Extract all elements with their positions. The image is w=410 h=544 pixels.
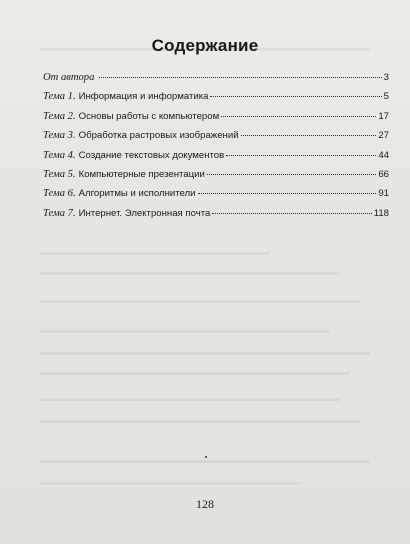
toc-item-label: Тема 6. (43, 188, 76, 200)
page-number: 128 (196, 497, 214, 511)
toc-item-topic-1[interactable] (43, 91, 389, 110)
toc-item-title: Основы работы с компьютером (78, 110, 220, 122)
toc-item-title: Интернет. Электронная почта (78, 207, 211, 219)
toc-item-topic-7[interactable] (43, 208, 389, 227)
toc-item-label: От автора (43, 72, 95, 83)
toc-item-label: Тема 1. (43, 91, 76, 103)
dot-leader (226, 155, 376, 156)
toc-item-page: 91 (378, 188, 389, 200)
toc-item-title: Компьютерные презентации (78, 168, 205, 180)
dot-leader (99, 77, 381, 78)
dot-leader (210, 96, 381, 97)
toc-item-page: 44 (378, 149, 389, 161)
table-of-contents (43, 72, 389, 227)
toc-item-author[interactable] (43, 72, 389, 91)
toc-item-page: 3 (383, 72, 389, 83)
dot-leader (221, 116, 376, 117)
toc-item-label: Тема 3. (43, 130, 76, 142)
toc-item-topic-5[interactable] (43, 169, 389, 188)
toc-item-label: Тема 4. (43, 149, 76, 161)
toc-item-page: 17 (378, 110, 389, 122)
dot-leader (241, 135, 377, 136)
toc-item-label: Тема 2. (43, 110, 76, 122)
toc-item-page: 5 (383, 91, 389, 103)
toc-item-topic-2[interactable] (43, 111, 389, 130)
toc-item-topic-3[interactable] (43, 130, 389, 149)
toc-item-title: Обработка растровых изображений (78, 130, 239, 142)
toc-item-label: Тема 5. (43, 168, 76, 180)
print-speck (205, 456, 207, 458)
toc-item-page: 66 (378, 168, 389, 180)
toc-item-topic-6[interactable] (43, 188, 389, 207)
contents-heading: Содержание (151, 36, 259, 55)
toc-item-topic-4[interactable] (43, 150, 389, 169)
toc-item-title: Информация и информатика (78, 91, 209, 103)
dot-leader (207, 174, 376, 175)
dot-leader (198, 193, 377, 194)
toc-item-page: 118 (373, 207, 389, 219)
dot-leader (212, 213, 371, 214)
toc-item-page: 27 (378, 130, 389, 142)
toc-item-label: Тема 7. (43, 207, 76, 219)
toc-item-title: Создание текстовых документов (78, 149, 225, 161)
toc-item-title: Алгоритмы и исполнители (78, 188, 196, 200)
